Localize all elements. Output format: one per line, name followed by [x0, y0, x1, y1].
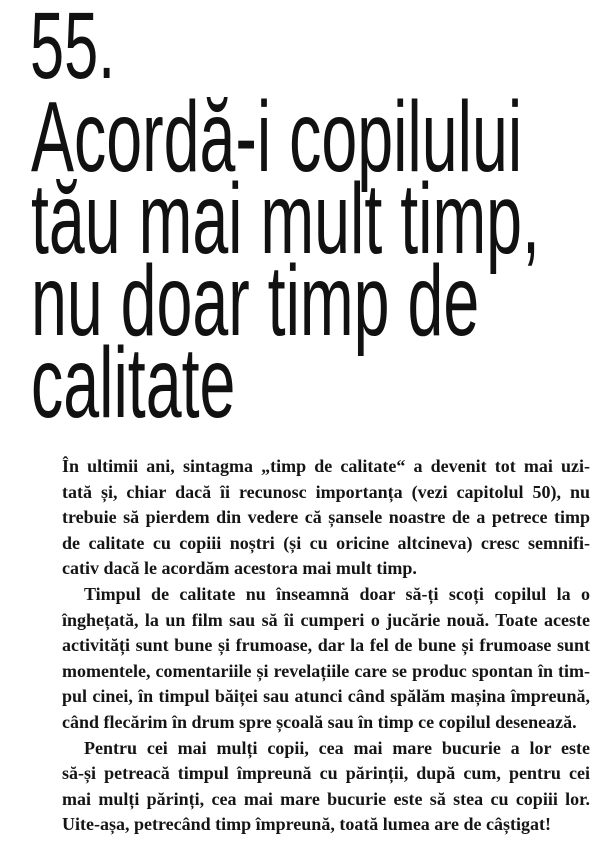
- body-text: [62, 454, 590, 838]
- text-line: când flecărim în drum spre școală sau în timp ce copilul desenează.: [62, 711, 577, 732]
- chapter-title: [31, 81, 571, 439]
- text-line: Pentru cei mai mulți copii, cea mai mare bucurie a lor este: [84, 737, 590, 758]
- title-line-text: nu doar timp de: [31, 245, 480, 357]
- paragraph: [62, 582, 590, 736]
- text-line: În ultimii ani, sintagma „timp de calitate“ a devenit tot mai uzi-: [62, 456, 590, 476]
- text-line: Timpul de calitate nu înseamnă doar să-ți scoți copilul la o: [84, 583, 590, 604]
- title-line-text: calitate: [31, 327, 236, 439]
- text-line: pul cinei, în timpul băiței sau atunci când spălăm mașina împreună,: [62, 686, 590, 707]
- paragraph: [62, 454, 590, 582]
- title-line: [31, 327, 379, 439]
- text-line: să-și petreacă timpul împreună cu părinții, după cum, pentru cei: [62, 763, 590, 784]
- title-line-text: Acordă-i copilului: [31, 81, 523, 193]
- text-line: momentele, comentariile și revelațiile care se produc spontan în tim-: [62, 660, 590, 681]
- text-line: trebuie să pierdem din vedere că șansele noastre de a petrece timp: [62, 507, 590, 528]
- text-line: activități sunt bune și frumoase, dar la fel de bune și frumoase sunt: [62, 635, 590, 656]
- text-line: de calitate cu copiii noștri (și cu oricine altcineva) cresc semnifi-: [62, 532, 590, 553]
- text-line: înghețată, la un film sau să îi cumperi o jucărie nouă. Toate aceste: [62, 609, 590, 630]
- text-line: Uite-așa, petrecând timp împreună, toată lumea are de câștigat!: [62, 814, 551, 835]
- text-line: mai mulți părinți, cea mai mare bucurie este să stea cu copiii lor.: [62, 788, 590, 809]
- text-line: cativ dacă le acordăm acestora mai mult timp.: [62, 558, 417, 579]
- text-line: tată și, chiar dacă îi recunosc importanța (vezi capitolul 50), nu: [62, 481, 590, 502]
- title-line-text: tău mai mult timp,: [31, 163, 540, 275]
- paragraph: [62, 736, 590, 838]
- chapter-number: 55.: [30, 0, 116, 99]
